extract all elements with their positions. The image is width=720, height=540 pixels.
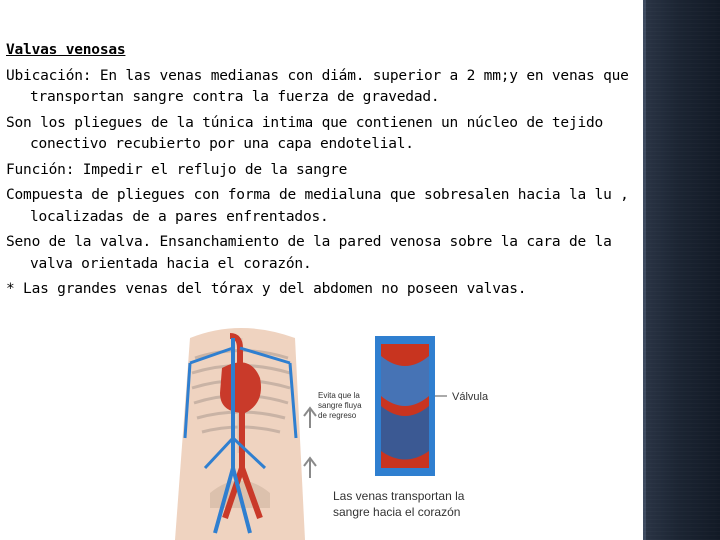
caption-line1: Las venas transportan la (333, 489, 465, 503)
up-arrow-icon (304, 458, 316, 478)
paragraph-seno: Seno de la valva. Ensanchamiento de la pared venosa sobre la cara de la valva orientada hacia el corazón. (6, 234, 612, 272)
decorative-side-panel (643, 0, 720, 540)
paragraph-funcion: Función: Impedir el reflujo de la sangre (6, 161, 348, 178)
panel-texture (643, 0, 720, 540)
slide-text (6, 40, 642, 305)
caption-line2: sangre hacia el corazón (333, 505, 461, 519)
paragraph-compuesta: Compuesta de pliegues con forma de medialuna que sobresalen hacia la lu , localizadas de a pares enfrentados. (6, 187, 629, 225)
arrow-label-line3: de regreso (318, 411, 357, 420)
vein-illustration (170, 318, 640, 540)
up-arrow-icon (304, 408, 316, 428)
slide-title: Valvas venosas (6, 42, 126, 58)
valve-label: Válvula (452, 391, 489, 403)
paragraph-ubicacion: Ubicación: En las venas medianas con diám. superior a 2 mm;y en venas que transportan sangre contra la fuerza de gravedad. (6, 67, 629, 105)
paragraph-nota: * Las grandes venas del tórax y del abdomen no poseen valvas. (6, 281, 527, 297)
torso-circulation-image (170, 318, 310, 540)
arrow-label-line2: sangre fluya (318, 401, 362, 410)
arrow-label-line1: Evita que la (318, 391, 360, 400)
paragraph-pliegues: Son los pliegues de la túnica intima que contienen un núcleo de tejido conectivo recubierto por una capa endotelial. (6, 114, 604, 152)
